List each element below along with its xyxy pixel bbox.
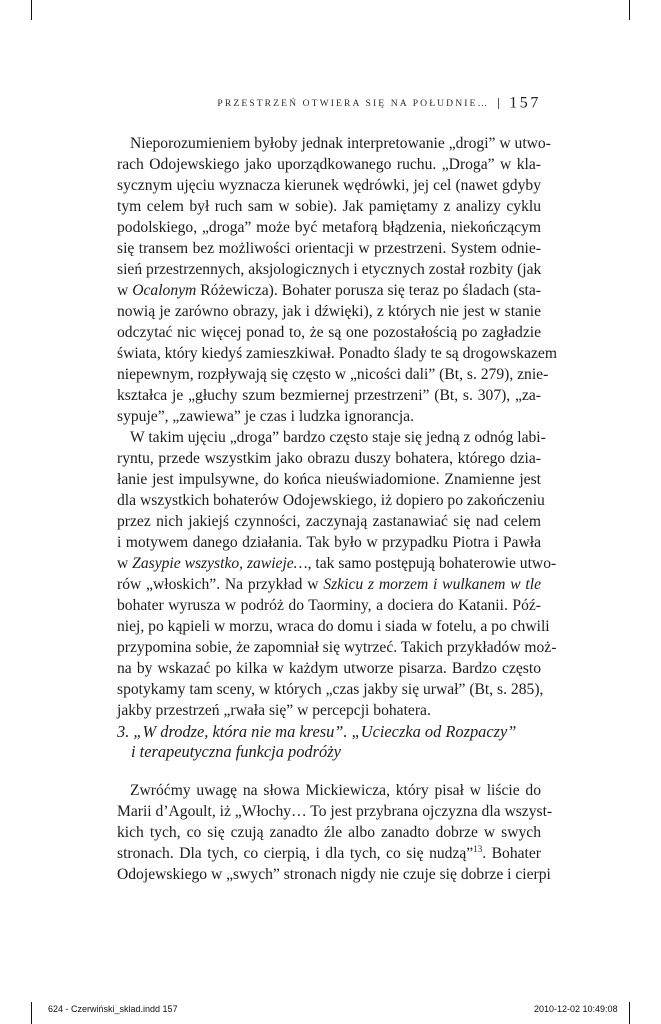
footer-timestamp: 2010-12-02 10:49:08 [534,1004,618,1014]
text-line: tym celem był ruch sam w sobie). Jak pamiętamy z analizy cyklu [117,198,541,215]
text-line: sypuje”, „zawiewa” je czas i ludzka ignorancja. [117,408,414,425]
text-line: stronach. Dla tych, co cierpią, i dla tych, co się nudzą”$^{13}$. Bohater [117,843,541,862]
text-line: niepewnym, rozpływają się często w „nicości dali” (Bt, s. 279), znie- [117,366,549,383]
running-head [130,94,541,112]
running-head-divider [498,98,499,109]
italic-title: Ocalonym [132,282,197,299]
text-line: sycznym ujęciu wyznacza kierunek wędrówki, jej cel (nawet gdyby [117,177,541,194]
text-line: bohater wyrusza w podróż do Taorminy, a dociera do Katanii. Póź- [117,597,541,614]
text-line: podolskiego, „droga” może być metaforą błądzenia, niekończącym [117,219,541,236]
text-line: sień przestrzennych, aksjologicznych i etycznych został rozbity (jak [117,261,542,278]
footer-file-info: 624 - Czerwiński_sklad.indd 157 [48,1004,178,1014]
crop-mark [31,0,32,20]
text-line: w Ocalonym Różewicza). Bohater porusza się teraz po śladach (sta- [117,282,541,299]
text-line: niej, po kąpieli w morzu, wraca do domu i siada w fotelu, a po chwili [117,618,550,635]
text-line: przypomina sobie, że zapomniał się wytrzeć. Takich przykładów moż- [117,639,557,656]
text-line: w Zasypie wszystko, zawieje…, tak samo postępują bohaterowie utwo- [117,555,557,572]
text-line: Zwróćmy uwagę na słowa Mickiewicza, który pisał w liście do [130,782,541,799]
text-line: się transem bez możliwości orientacji w przestrzeni. System odnie- [117,240,541,257]
text-line: świata, który kiedyś zamieszkiwał. Ponadto ślady te są drogowskazem [117,345,557,362]
text-line: Marii d’Agoult, iż „Włochy… To jest przybrana ojczyzna dla wszyst- [117,803,553,820]
text-line: łanie jest impulsywne, do końca nieuświadomione. Znamienne jest [117,471,541,488]
italic-title: Szkicu z morzem i wulkanem w tle [323,576,541,593]
running-head-title: PRZESTRZEŃ OTWIERA SIĘ NA POŁUDNIE… [217,97,490,109]
text-line: W takim ujęciu „droga” bardzo często staje się jedną z odnóg labi- [130,429,546,446]
crop-mark [31,1002,32,1024]
text-line: i motywem danego działania. Tak było w przypadku Piotra i Pawła [117,534,541,551]
section-heading-line: i terapeutyczna funkcja podróży [131,742,341,761]
text-line: spotykamy tam sceny, w których „czas jakby się urwał” (Bt, s. 285), [117,681,544,698]
italic-title: Zasypie wszystko, zawieje… [132,555,308,572]
text-line: kich tych, co się czują zanadto źle albo zanadto dobrze w swych [117,824,541,841]
text-line: ryntu, przede wszystkim jako obrazu duszy bohatera, którego dzia- [117,450,541,467]
text-line: Nieporozumieniem byłoby jednak interpretowanie „drogi” w utwo- [130,135,551,152]
text-line: przez nich jakiejś czynności, zaczynają zastanawiać się nad celem [117,513,541,530]
page-number: 157 [509,94,541,112]
footnote-marker[interactable]: 13 [473,843,483,854]
text-line: jakby przestrzeń „rwała się” w percepcji bohatera. [117,702,431,719]
text-line: na by wskazać po kilka w każdym utworze pisarza. Bardzo często [117,660,541,677]
text-line: odczytać nic więcej ponad to, że są one pozostałością po zagładzie [117,324,541,341]
text-line: rach Odojewskiego jako uporządkowanego ruchu. „Droga” w kla- [117,156,541,173]
text-line: kształca je „głuchy szum bezmiernej przestrzeni” (Bt, s. 307), „za- [117,387,541,404]
text-line: rów „włoskich”. Na przykład w Szkicu z morzem i wulkanem w tle [117,576,541,593]
text-line: dla wszystkich bohaterów Odojewskiego, iż dopiero po zakończeniu [117,492,545,509]
crop-mark [629,0,630,20]
text-line: nowią je zarówno obrazy, jak i dźwięki), z których nie jest w stanie [117,303,541,320]
text-line: Odojewskiego w „swych” stronach nigdy nie czuje się dobrze i cierpi [117,866,551,883]
section-heading-line: 3. „W drodze, która nie ma kresu”. „Ucieczka od Rozpaczy” [117,722,517,741]
crop-mark [629,1002,630,1024]
